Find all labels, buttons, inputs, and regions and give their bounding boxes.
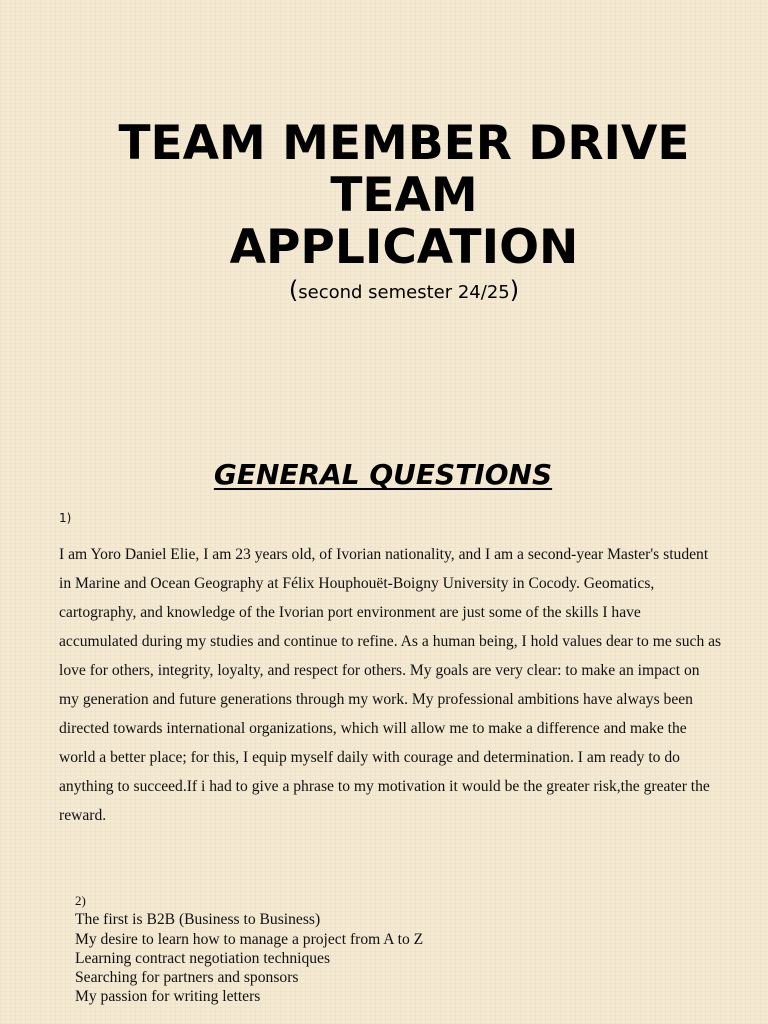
- question-2-number: 2): [75, 893, 86, 908]
- question-1-number: 1): [59, 511, 72, 525]
- subtitle-text: second semester 24/25: [298, 282, 510, 303]
- subtitle-close-paren: ): [509, 276, 520, 304]
- page-title: [0, 118, 768, 274]
- question-2-block: [75, 891, 715, 1007]
- subtitle-open-paren: (: [288, 276, 299, 304]
- title-line-2: TEAM: [330, 168, 478, 223]
- section-heading: GENERAL QUESTIONS: [213, 458, 553, 491]
- subtitle: [0, 276, 768, 304]
- question-2-list: [75, 910, 715, 1006]
- list-item: Searching for partners and sponsors: [75, 969, 299, 987]
- list-item: My desire to learn how to manage a project from A to Z: [75, 930, 424, 948]
- list-item: The first is B2B (Business to Business): [75, 911, 321, 929]
- list-item: My passion for writing letters: [75, 988, 261, 1006]
- list-item: Learning contract negotiation techniques: [75, 949, 331, 967]
- title-line-1: TEAM MEMBER DRIVE: [118, 116, 690, 171]
- title-line-3: APPLICATION: [229, 220, 579, 275]
- question-1-answer: I am Yoro Daniel Elie, I am 23 years old, of Ivorian nationality, and I am a second-year Master's student in Marine and Ocean Geography at Félix Houphouët-Boigny University in Cocody. Geomatics, cartography, and knowledge of the Ivorian port environment are just some of the skills I have accumulated during my studies and continue to refine. As a human being, I hold values dear to me such as love for others, integrity, loyalty, and respect for others. My goals are very clear: to make an impact on my generation and future generations through my work. My professional ambitions have always been directed towards international organizations, which will allow me to make a difference and make the world a better place; for this, I equip myself daily with courage and determination. I am ready to do anything to succeed.If i had to give a phrase to my motivation it would be the greater risk,the greater the reward.: [59, 546, 722, 824]
